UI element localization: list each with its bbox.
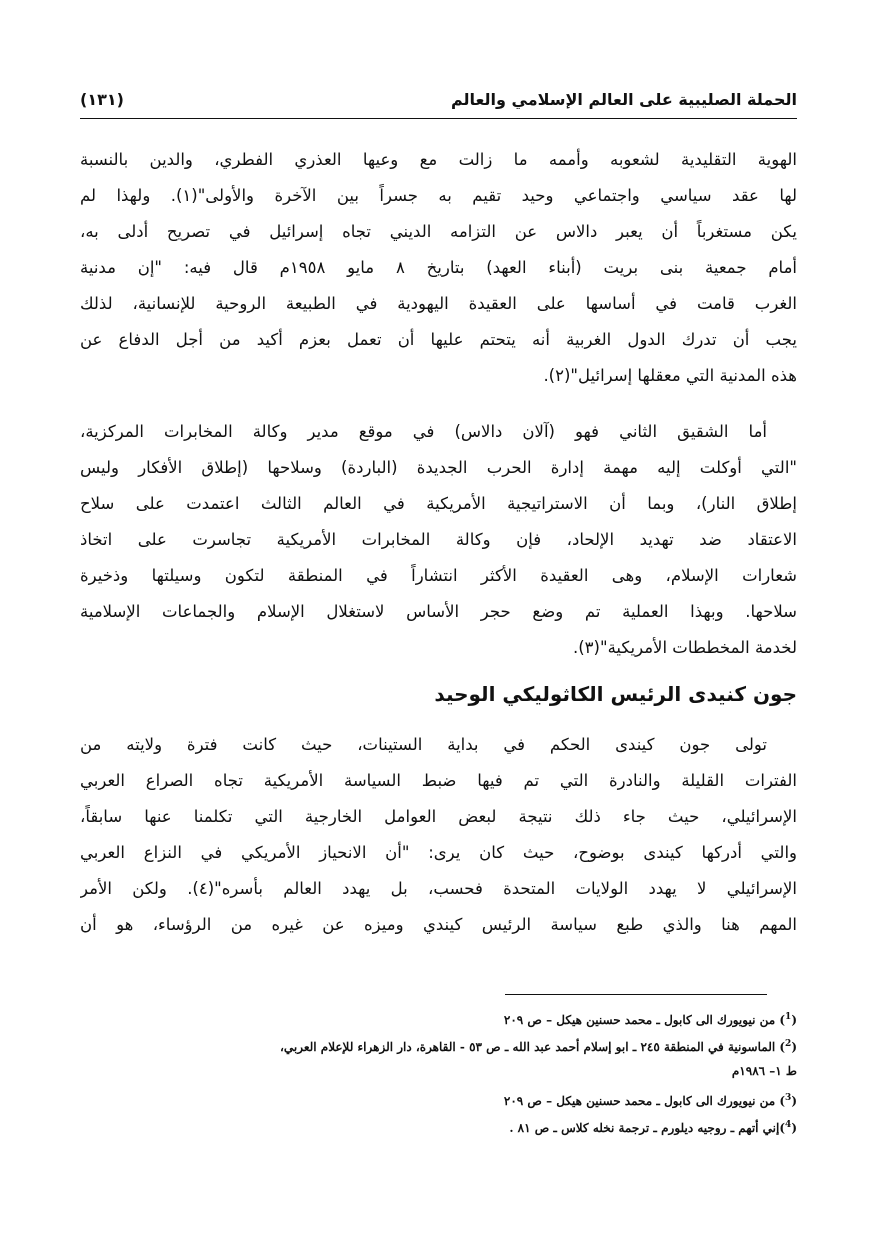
footnote: ($^2$) الماسونية في المنطقة ٢٤٥ ـ ابو إسلام أحمد عبد الله ـ ص ٥٣ - القاهرة، دار الزهراء للإعلام العربي، [280,1039,797,1054]
text-line: الإسرائيلي لا يهدد الولايات المتحدة فحسب، بل يهدد العالم بأسره"(٤). ولكن الأمر [80,879,797,898]
text-line: الإسرائيلي، حيث جاء ذلك نتيجة لبعض العوامل الخارجية التي تكلمنا عنها سابقاً، [80,807,797,826]
text-line: إطلاق النار)، وبما أن الاستراتيجية الأمريكية في العالم الثالث اعتمدت على سلاح [80,494,797,513]
text-line: والتي أدركها كيندى بوضوح، حيث كان يرى: "أن الانحياز الأمريكي في النزاع العربي [80,843,797,862]
footnote-text: من نيويورك الى كابول ـ محمد حسنين هيكل – ص ٢٠٩ [503,1013,776,1027]
text-line: يكن مستغرباً أن يعبر دالاس عن التزامه الديني تجاه إسرائيل في تصريح أدلى به، [80,222,797,241]
text-line: أما الشقيق الثاني فهو (آلان دالاس) في موقع مدير وكالة المخابرات المركزية، [80,422,767,441]
footnote-number: 1 [785,1012,792,1022]
footnote-text: الماسونية في المنطقة ٢٤٥ ـ ابو إسلام أحمد عبد الله ـ ص ٥٣ - القاهرة، دار الزهراء للإعلام العربي، [280,1040,776,1054]
text-line: الغرب قامت في أساسها على العقيدة اليهودية في الطبيعة الروحية للإنسانية، لذلك [80,294,797,313]
footnote: ($^1$) من نيويورك الى كابول ـ محمد حسنين هيكل – ص ٢٠٩ [503,1012,797,1027]
paragraph-1 [80,142,797,394]
paragraph-2 [80,414,797,666]
text-line: لها عقد سياسي واجتماعي وحيد تقيم به جسراً بين الآخرة والأولى"(١). ولهذا لم [80,186,797,205]
footnote-number: 3 [785,1093,792,1103]
text-line: الفترات القليلة والنادرة التي تم فيها ضبط السياسة الأمريكية تجاه الصراع العربي [80,771,797,790]
page-number: (١٣١) [80,90,124,109]
section-heading: جون كنيدى الرئيس الكاثوليكي الوحيد [434,682,797,706]
footnote-divider [505,994,767,995]
footnote: ($^3$) من نيويورك الى كابول ـ محمد حسنين هيكل – ص ٢٠٩ [503,1093,797,1108]
text-line: الهوية التقليدية لشعوبه وأممه ما زالت مع وعيها العذري الفطري، والدين بالنسبة [80,150,797,169]
running-header [80,86,797,119]
footnote-number: 2 [785,1039,792,1049]
text-line: أمام جمعية بنى بريت (أبناء العهد) بتاريخ ٨ مايو ١٩٥٨م قال فيه: "إن مدنية [80,258,797,277]
text-line: لخدمة المخططات الأمريكية"(٣). [572,638,797,657]
footnote: ($^4$)إني أتهم ـ روجيه ديلورم ـ ترجمة نخله كلاس ـ ص ٨١ . [509,1120,797,1135]
footnote-continuation: ط ١– ١٩٨٦م [731,1064,797,1078]
text-line: تولى جون كيندى الحكم في بداية الستينات، حيث كانت فترة ولايته من [80,735,767,754]
text-line: "التي أوكلت إليه مهمة إدارة الحرب الجديدة (الباردة) وسلاحها (إطلاق الأفكار وليس [80,458,797,477]
text-line: هذه المدنية التي معقلها إسرائيل"(٢). [543,366,797,385]
running-title: الحملة الصليبية على العالم الإسلامي والعالم [450,90,797,109]
text-line: يجب أن تدرك الدول الغربية أنه يتحتم عليها أن تعمل بعزم أكيد من أجل الدفاع عن [80,330,797,349]
footnote-number: 4 [785,1120,792,1130]
footnote-text: من نيويورك الى كابول ـ محمد حسنين هيكل – ص ٢٠٩ [503,1094,776,1108]
footnote-text: إني أتهم ـ روجيه ديلورم ـ ترجمة نخله كلاس ـ ص ٨١ . [509,1121,780,1135]
footnotes [80,1004,797,1139]
text-line: الاعتقاد ضد تهديد الإلحاد، فإن وكالة المخابرات الأمريكية تجاسرت على اتخاذ [80,530,797,549]
paragraph-3 [80,727,797,943]
text-line: سلاحها. وبهذا العملية تم وضع حجر الأساس لاستغلال الإسلام والجماعات الإسلامية [80,602,797,621]
text-line: شعارات الإسلام، وهى العقيدة الأكثر انتشاراً في المنطقة لتكون وسيلتها وذخيرة [80,566,797,585]
text-line: المهم هنا والذي طبع سياسة الرئيس كيندي وميزه عن غيره من الرؤساء، هو أن [80,915,797,934]
